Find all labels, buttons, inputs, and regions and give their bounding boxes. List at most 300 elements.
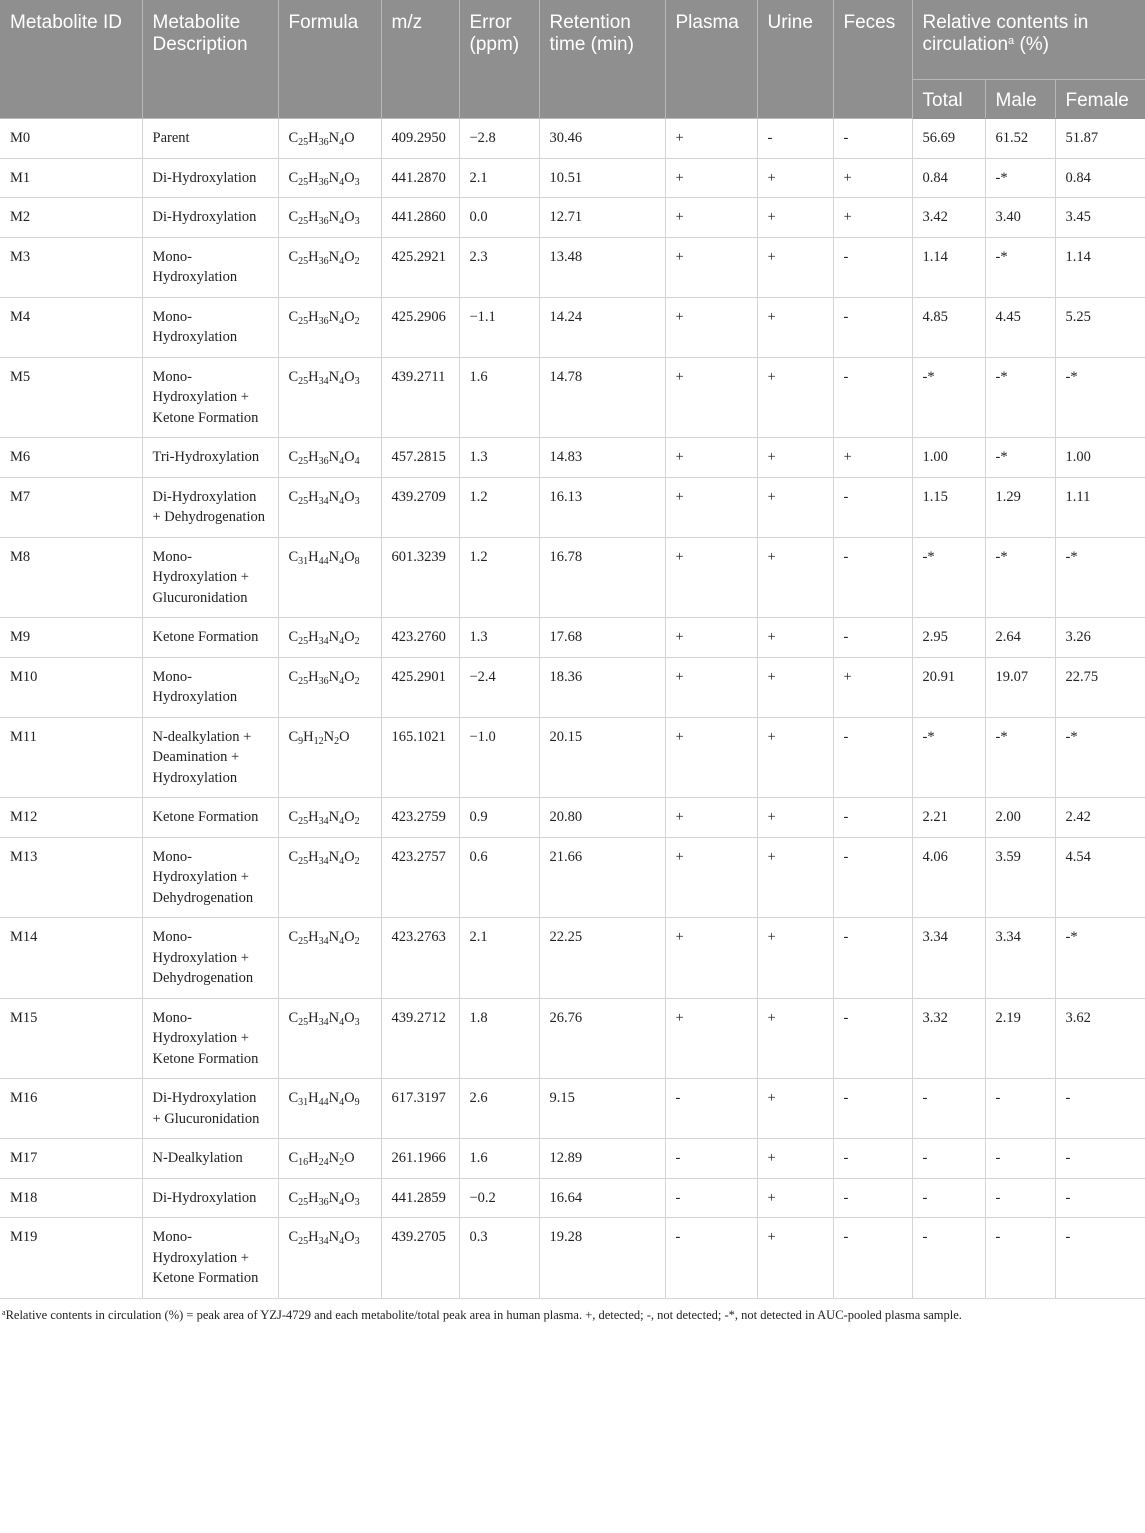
formula-element: C xyxy=(288,1090,299,1106)
formula-element: C xyxy=(288,308,299,325)
formula-count: 4 xyxy=(339,216,345,227)
cell-rt: 22.25 xyxy=(539,918,665,999)
cell-error: 0.9 xyxy=(459,798,539,838)
cell-formula xyxy=(278,357,381,438)
cell-total: 4.85 xyxy=(912,297,985,357)
header-retention-time: Retention time (min) xyxy=(539,0,665,119)
footnote-sup: a xyxy=(2,1307,6,1317)
table-row xyxy=(0,1079,1145,1139)
cell-male: - xyxy=(985,1178,1055,1218)
cell-feces: - xyxy=(833,297,912,357)
formula-count: 4 xyxy=(339,176,345,188)
formula-element: N xyxy=(328,248,340,265)
formula-element: H xyxy=(308,548,319,565)
cell-male: - xyxy=(985,1218,1055,1299)
formula-count: 4 xyxy=(339,1236,345,1247)
cell-error: 2.6 xyxy=(459,1079,539,1139)
cell-mz: 457.2815 xyxy=(381,438,459,478)
formula-element: O xyxy=(339,728,350,745)
cell-urine: + xyxy=(757,618,833,658)
cell-rt: 19.28 xyxy=(539,1218,665,1299)
formula-count: 3 xyxy=(354,176,360,188)
cell-total: 0.84 xyxy=(912,158,985,198)
formula-element: C xyxy=(288,728,299,745)
cell-plasma: + xyxy=(665,918,757,999)
cell-male: -* xyxy=(985,237,1055,297)
cell-feces: - xyxy=(833,119,912,159)
cell-male: 61.52 xyxy=(985,119,1055,159)
cell-mz: 425.2906 xyxy=(381,297,459,357)
cell-desc: Mono-Hydroxylation + Ketone Formation xyxy=(142,1218,278,1299)
cell-id: M14 xyxy=(0,918,142,999)
formula-count: 2 xyxy=(354,936,360,947)
formula-count: 34 xyxy=(318,1016,329,1028)
formula-element: C xyxy=(288,548,299,565)
cell-desc: Mono-Hydroxylation xyxy=(142,297,278,357)
cell-feces: - xyxy=(833,1218,912,1299)
formula-count: 36 xyxy=(318,1196,329,1208)
formula-element: N xyxy=(328,809,340,825)
formula-count: 4 xyxy=(339,816,345,827)
cell-male: 1.29 xyxy=(985,477,1055,537)
formula-element: C xyxy=(288,1009,299,1026)
cell-feces: - xyxy=(833,717,912,798)
cell-feces: - xyxy=(833,357,912,438)
cell-mz: 441.2870 xyxy=(381,158,459,198)
cell-total: 1.15 xyxy=(912,477,985,537)
cell-female: 0.84 xyxy=(1055,158,1145,198)
cell-id: M11 xyxy=(0,717,142,798)
header-male: Male xyxy=(985,79,1055,118)
table-row xyxy=(0,1218,1145,1299)
cell-error: −2.8 xyxy=(459,119,539,159)
cell-mz: 261.1966 xyxy=(381,1139,459,1179)
formula-element: C xyxy=(288,130,299,146)
formula-count: 25 xyxy=(298,636,309,647)
table-row xyxy=(0,1139,1145,1179)
formula-element: C xyxy=(288,809,299,825)
cell-desc: Ketone Formation xyxy=(142,798,278,838)
cell-plasma: - xyxy=(665,1139,757,1179)
cell-female: 1.00 xyxy=(1055,438,1145,478)
formula-element: O xyxy=(344,548,355,565)
cell-plasma: - xyxy=(665,1218,757,1299)
formula-element: O xyxy=(344,1150,355,1166)
formula-element: O xyxy=(344,848,355,865)
cell-plasma: + xyxy=(665,618,757,658)
formula-count: 3 xyxy=(354,375,360,387)
table-row xyxy=(0,119,1145,159)
cell-desc: Di-Hydroxylation xyxy=(142,158,278,198)
header-mz: m/z xyxy=(381,0,459,119)
table-row xyxy=(0,357,1145,438)
cell-formula xyxy=(278,438,381,478)
formula-element: C xyxy=(288,848,299,865)
cell-formula xyxy=(278,1079,381,1139)
cell-feces: - xyxy=(833,618,912,658)
cell-urine: + xyxy=(757,477,833,537)
formula-count: 25 xyxy=(298,495,309,507)
formula-count: 34 xyxy=(318,1236,329,1247)
formula-count: 25 xyxy=(298,137,309,148)
cell-urine: + xyxy=(757,998,833,1079)
formula-element: N xyxy=(328,209,340,225)
cell-mz: 439.2712 xyxy=(381,998,459,1079)
formula-count: 4 xyxy=(339,456,345,467)
cell-plasma: + xyxy=(665,717,757,798)
formula-element: H xyxy=(303,728,314,745)
formula-count: 4 xyxy=(354,456,360,467)
formula-element: N xyxy=(328,929,340,945)
cell-id: M8 xyxy=(0,537,142,618)
cell-id: M0 xyxy=(0,119,142,159)
formula-element: O xyxy=(344,449,355,465)
cell-error: 1.2 xyxy=(459,537,539,618)
cell-male: 4.45 xyxy=(985,297,1055,357)
formula-element: N xyxy=(328,368,340,385)
cell-total: -* xyxy=(912,537,985,618)
cell-mz: 425.2901 xyxy=(381,657,459,717)
header-urine: Urine xyxy=(757,0,833,119)
cell-desc: Mono-Hydroxylation + Dehydrogenation xyxy=(142,918,278,999)
formula-count: 4 xyxy=(339,1196,345,1208)
formula-element: H xyxy=(308,1229,319,1245)
formula-element: O xyxy=(344,1189,355,1206)
cell-rt: 20.80 xyxy=(539,798,665,838)
cell-formula xyxy=(278,237,381,297)
cell-urine: - xyxy=(757,119,833,159)
table-row xyxy=(0,618,1145,658)
header-metabolite-description: Metabolite Description xyxy=(142,0,278,119)
cell-total: -* xyxy=(912,357,985,438)
cell-urine: + xyxy=(757,198,833,238)
cell-id: M5 xyxy=(0,357,142,438)
cell-plasma: + xyxy=(665,798,757,838)
cell-formula xyxy=(278,657,381,717)
formula-element: H xyxy=(308,668,319,685)
cell-error: 1.3 xyxy=(459,618,539,658)
formula-count: 4 xyxy=(339,936,345,947)
formula-element: N xyxy=(328,1150,340,1166)
cell-total: 56.69 xyxy=(912,119,985,159)
formula-count: 25 xyxy=(298,315,309,327)
formula-count: 25 xyxy=(298,1236,309,1247)
table-row xyxy=(0,798,1145,838)
cell-plasma: + xyxy=(665,357,757,438)
cell-mz: 617.3197 xyxy=(381,1079,459,1139)
formula-element: H xyxy=(308,308,319,325)
formula-element: H xyxy=(308,488,319,505)
cell-mz: 439.2705 xyxy=(381,1218,459,1299)
cell-rt: 16.78 xyxy=(539,537,665,618)
formula-element: C xyxy=(288,668,299,685)
formula-element: N xyxy=(328,130,340,146)
table-body xyxy=(0,119,1145,1299)
cell-female: 2.42 xyxy=(1055,798,1145,838)
cell-plasma: + xyxy=(665,537,757,618)
header-error: Error (ppm) xyxy=(459,0,539,119)
cell-error: −1.0 xyxy=(459,717,539,798)
cell-feces: - xyxy=(833,798,912,838)
formula-element: N xyxy=(323,728,335,745)
header-feces: Feces xyxy=(833,0,912,119)
cell-feces: - xyxy=(833,837,912,918)
cell-rt: 12.89 xyxy=(539,1139,665,1179)
cell-plasma: + xyxy=(665,237,757,297)
cell-error: 2.3 xyxy=(459,237,539,297)
cell-mz: 423.2763 xyxy=(381,918,459,999)
header-relative-contents-unit: (%) xyxy=(1014,34,1049,55)
formula-element: H xyxy=(308,130,319,146)
cell-id: M3 xyxy=(0,237,142,297)
formula-count: 4 xyxy=(339,375,345,387)
table-row xyxy=(0,918,1145,999)
cell-female: -* xyxy=(1055,717,1145,798)
formula-element: O xyxy=(344,368,355,385)
cell-urine: + xyxy=(757,537,833,618)
cell-plasma: - xyxy=(665,1079,757,1139)
formula-count: 25 xyxy=(298,1196,309,1208)
cell-rt: 14.83 xyxy=(539,438,665,478)
cell-feces: - xyxy=(833,237,912,297)
cell-urine: + xyxy=(757,798,833,838)
cell-desc: Mono-Hydroxylation + Glucuronidation xyxy=(142,537,278,618)
cell-urine: + xyxy=(757,158,833,198)
formula-count: 8 xyxy=(354,555,360,567)
cell-total: 3.32 xyxy=(912,998,985,1079)
cell-desc: N-dealkylation + Deamination + Hydroxylation xyxy=(142,717,278,798)
formula-count: 34 xyxy=(318,495,329,507)
formula-element: N xyxy=(328,548,340,565)
cell-id: M19 xyxy=(0,1218,142,1299)
cell-desc: Di-Hydroxylation + Dehydrogenation xyxy=(142,477,278,537)
table-row xyxy=(0,198,1145,238)
header-formula: Formula xyxy=(278,0,381,119)
cell-plasma: + xyxy=(665,477,757,537)
formula-element: H xyxy=(308,1189,319,1206)
header-metabolite-id: Metabolite ID xyxy=(0,0,142,119)
cell-mz: 425.2921 xyxy=(381,237,459,297)
cell-feces: - xyxy=(833,537,912,618)
formula-count: 34 xyxy=(318,855,329,867)
cell-mz: 165.1021 xyxy=(381,717,459,798)
cell-urine: + xyxy=(757,357,833,438)
formula-element: N xyxy=(328,629,340,645)
cell-rt: 10.51 xyxy=(539,158,665,198)
table-row xyxy=(0,477,1145,537)
footnote-text: Relative contents in circulation (%) = peak area of YZJ-4729 and each metabolite/total peak area in human plasma. +, detected; -, not detected; -*, not detected in AUC-pooled plasma sample. xyxy=(5,1307,962,1322)
cell-plasma: + xyxy=(665,657,757,717)
formula-element: O xyxy=(344,130,355,146)
cell-id: M4 xyxy=(0,297,142,357)
cell-female: 1.11 xyxy=(1055,477,1145,537)
cell-rt: 20.15 xyxy=(539,717,665,798)
cell-urine: + xyxy=(757,1139,833,1179)
cell-total: 1.00 xyxy=(912,438,985,478)
cell-female: 22.75 xyxy=(1055,657,1145,717)
cell-rt: 16.13 xyxy=(539,477,665,537)
formula-element: N xyxy=(328,1009,340,1026)
cell-male: -* xyxy=(985,158,1055,198)
formula-element: H xyxy=(308,368,319,385)
cell-error: −0.2 xyxy=(459,1178,539,1218)
table-row xyxy=(0,438,1145,478)
cell-error: −2.4 xyxy=(459,657,539,717)
cell-id: M9 xyxy=(0,618,142,658)
header-plasma: Plasma xyxy=(665,0,757,119)
cell-total: 2.21 xyxy=(912,798,985,838)
cell-desc: Di-Hydroxylation + Glucuronidation xyxy=(142,1079,278,1139)
cell-id: M10 xyxy=(0,657,142,717)
formula-count: 3 xyxy=(354,495,360,507)
formula-count: 2 xyxy=(334,735,340,747)
table-row xyxy=(0,837,1145,918)
formula-count: 36 xyxy=(318,137,329,148)
formula-count: 44 xyxy=(318,555,329,567)
cell-male: -* xyxy=(985,537,1055,618)
cell-plasma: + xyxy=(665,198,757,238)
cell-male: -* xyxy=(985,717,1055,798)
cell-formula xyxy=(278,158,381,198)
cell-female: - xyxy=(1055,1178,1145,1218)
formula-count: 25 xyxy=(298,1016,309,1028)
formula-count: 44 xyxy=(318,1097,329,1108)
formula-count: 36 xyxy=(318,675,329,687)
cell-formula xyxy=(278,1218,381,1299)
formula-count: 4 xyxy=(339,495,345,507)
cell-formula xyxy=(278,119,381,159)
formula-element: C xyxy=(288,1189,299,1206)
formula-count: 36 xyxy=(318,216,329,227)
cell-rt: 30.46 xyxy=(539,119,665,159)
cell-female: 5.25 xyxy=(1055,297,1145,357)
cell-female: -* xyxy=(1055,357,1145,438)
cell-female: 3.62 xyxy=(1055,998,1145,1079)
formula-element: O xyxy=(344,248,355,265)
formula-element: N xyxy=(328,1229,340,1245)
cell-id: M16 xyxy=(0,1079,142,1139)
cell-total: 1.14 xyxy=(912,237,985,297)
cell-mz: 423.2760 xyxy=(381,618,459,658)
cell-mz: 439.2709 xyxy=(381,477,459,537)
cell-mz: 601.3239 xyxy=(381,537,459,618)
cell-female: -* xyxy=(1055,918,1145,999)
cell-mz: 409.2950 xyxy=(381,119,459,159)
formula-element: O xyxy=(344,629,355,645)
formula-count: 4 xyxy=(339,555,345,567)
formula-element: H xyxy=(308,848,319,865)
formula-count: 34 xyxy=(318,375,329,387)
formula-count: 31 xyxy=(298,1097,309,1108)
table-row xyxy=(0,237,1145,297)
formula-element: C xyxy=(288,169,299,186)
formula-count: 2 xyxy=(354,255,360,267)
cell-plasma: + xyxy=(665,837,757,918)
cell-desc: Mono-Hydroxylation xyxy=(142,237,278,297)
formula-element: H xyxy=(308,248,319,265)
formula-element: N xyxy=(328,1189,340,1206)
cell-formula xyxy=(278,798,381,838)
header-relative-contents xyxy=(912,0,1145,79)
cell-desc: Di-Hydroxylation xyxy=(142,198,278,238)
formula-count: 2 xyxy=(354,315,360,327)
cell-rt: 18.36 xyxy=(539,657,665,717)
cell-desc: Mono-Hydroxylation xyxy=(142,657,278,717)
cell-rt: 13.48 xyxy=(539,237,665,297)
formula-count: 25 xyxy=(298,456,309,467)
formula-count: 3 xyxy=(354,216,360,227)
cell-id: M13 xyxy=(0,837,142,918)
formula-count: 24 xyxy=(318,1157,329,1168)
cell-urine: + xyxy=(757,1079,833,1139)
cell-female: - xyxy=(1055,1139,1145,1179)
cell-formula xyxy=(278,297,381,357)
formula-count: 25 xyxy=(298,816,309,827)
cell-plasma: - xyxy=(665,1178,757,1218)
formula-count: 4 xyxy=(339,855,345,867)
table-footnote xyxy=(0,1299,1145,1323)
cell-feces: + xyxy=(833,198,912,238)
cell-urine: + xyxy=(757,717,833,798)
formula-element: C xyxy=(288,1150,299,1166)
formula-element: H xyxy=(308,1009,319,1026)
cell-feces: + xyxy=(833,438,912,478)
cell-male: 2.00 xyxy=(985,798,1055,838)
cell-formula xyxy=(278,1178,381,1218)
formula-count: 4 xyxy=(339,137,345,148)
formula-element: O xyxy=(344,169,355,186)
cell-error: 2.1 xyxy=(459,158,539,198)
cell-desc: Di-Hydroxylation xyxy=(142,1178,278,1218)
formula-element: N xyxy=(328,668,340,685)
cell-desc: Ketone Formation xyxy=(142,618,278,658)
cell-total: - xyxy=(912,1139,985,1179)
formula-count: 4 xyxy=(339,636,345,647)
cell-total: -* xyxy=(912,717,985,798)
cell-rt: 26.76 xyxy=(539,998,665,1079)
cell-feces: - xyxy=(833,998,912,1079)
cell-total: - xyxy=(912,1079,985,1139)
cell-formula xyxy=(278,837,381,918)
cell-formula xyxy=(278,1139,381,1179)
cell-feces: - xyxy=(833,477,912,537)
formula-element: C xyxy=(288,488,299,505)
cell-mz: 441.2859 xyxy=(381,1178,459,1218)
cell-total: - xyxy=(912,1178,985,1218)
formula-count: 2 xyxy=(339,1157,345,1168)
formula-count: 4 xyxy=(339,1016,345,1028)
table-row xyxy=(0,717,1145,798)
formula-count: 4 xyxy=(339,1097,345,1108)
formula-element: C xyxy=(288,209,299,225)
cell-male: -* xyxy=(985,357,1055,438)
formula-count: 9 xyxy=(298,735,304,747)
formula-count: 34 xyxy=(318,936,329,947)
cell-male: 2.64 xyxy=(985,618,1055,658)
cell-formula xyxy=(278,998,381,1079)
cell-total: 4.06 xyxy=(912,837,985,918)
cell-error: 2.1 xyxy=(459,918,539,999)
formula-element: O xyxy=(344,1229,355,1245)
formula-element: O xyxy=(344,1090,355,1106)
formula-element: H xyxy=(308,209,319,225)
cell-id: M2 xyxy=(0,198,142,238)
formula-count: 4 xyxy=(339,675,345,687)
cell-feces: - xyxy=(833,1178,912,1218)
table-header xyxy=(0,0,1145,119)
cell-desc: Mono-Hydroxylation + Ketone Formation xyxy=(142,998,278,1079)
cell-formula xyxy=(278,918,381,999)
